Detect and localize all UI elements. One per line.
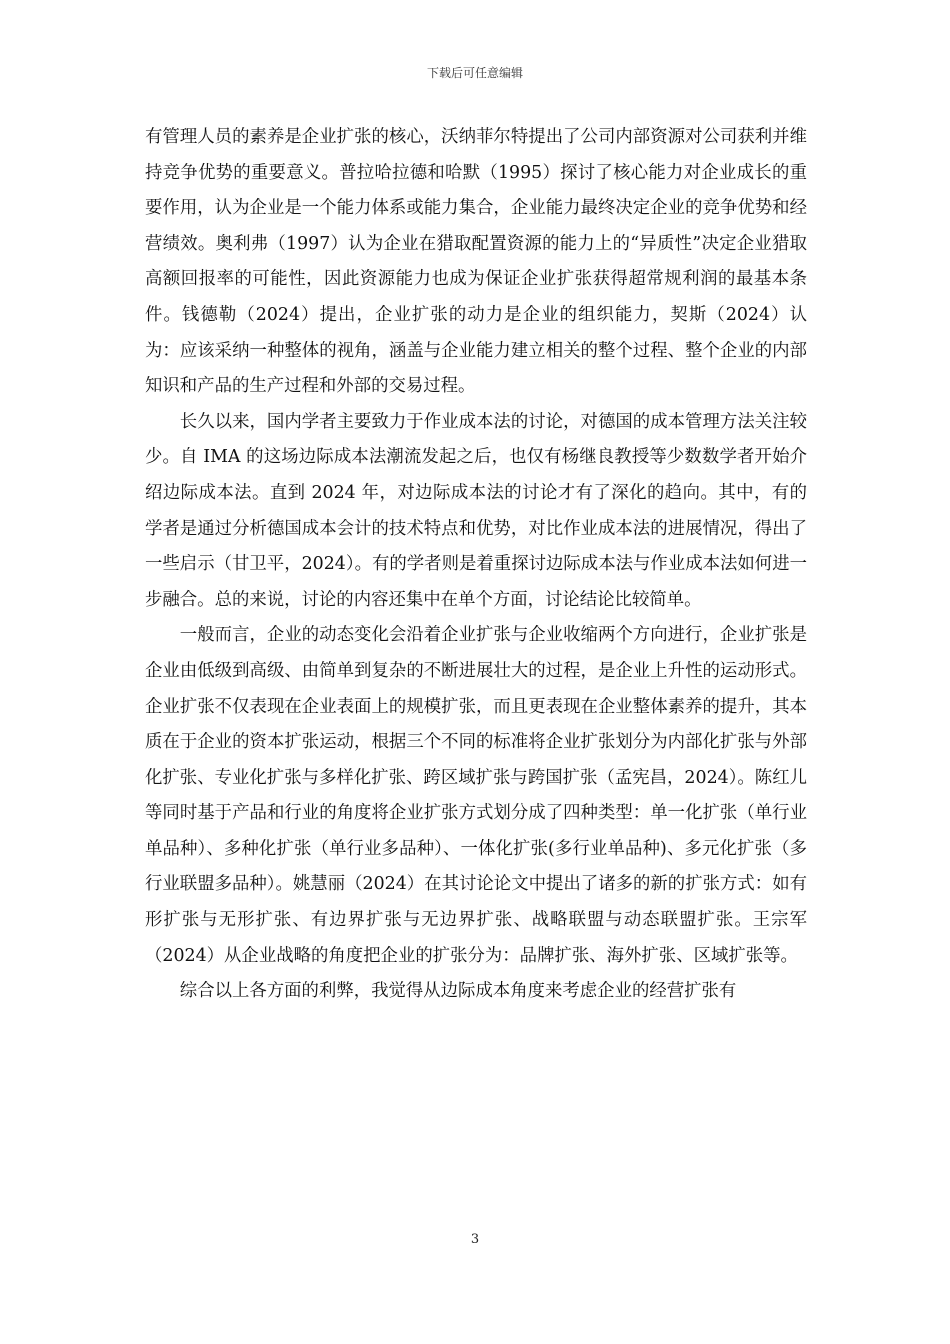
page-number: 3 bbox=[470, 1232, 480, 1247]
page-header: 下载后可任意编辑 bbox=[426, 66, 523, 80]
paragraph-4: 综合以上各方面的利弊，我觉得从边际成本角度来考虑企业的经营扩张有 bbox=[179, 981, 737, 1002]
paragraph-1: 有管理人员的素养是企业扩张的核心，沃纳菲尔特提出了公司内部资源对公司获利并维持竞争优势的重要意义。普拉哈拉德和哈默（1995）探讨了核心能力对企业成长的重要作用，认为企业是一个能力体系或能力集合，企业能力最终决定企业的竞争优势和经营绩效。奥利弗（1997）认为企业在猎取配置资源的能力上的“异质性”决定企业猎取高额回报率的可能性，因此资源能力也成为保证企业扩张获得超常规利润的最基本条件。钱德勒（2024）提出，企业扩张的动力是企业的组织能力，契斯（2024）认为：应该采纳一种整体的视角，涵盖与企业能力建立相关的整个过程、整个企业的内部知识和产品的生产过程和外部的交易过程。 bbox=[145, 127, 807, 397]
paragraph-2: 长久以来，国内学者主要致力于作业成本法的讨论，对德国的成本管理方法关注较少。自 IMA 的这场边际成本法潮流发起之后，也仅有杨继良教授等少数数学者开始介绍边际成本法。直到 2024 年，对边际成本法的讨论才有了深化的趋向。其中，有的学者是通过分析德国成本会计的技术特点和优势，对比作业成本法的进展情况，得出了一些启示（甘卫平，2024）。有的学者则是着重探讨边际成本法与作业成本法如何进一步融合。总的来说，讨论的内容还集中在单个方面，讨论结论比较简单。 bbox=[145, 411, 807, 610]
paragraph-3: 一般而言，企业的动态变化会沿着企业扩张与企业收缩两个方向进行，企业扩张是企业由低级到高级、由简单到复杂的不断进展壮大的过程，是企业上升性的运动形式。企业扩张不仅表现在企业表面上的规模扩张，而且更表现在企业整体素养的提升，其本质在于企业的资本扩张运动，根据三个不同的标准将企业扩张划分为内部化扩张与外部化扩张、专业化扩张与多样化扩张、跨区域扩张与跨国扩张（孟宪昌，2024）。陈红儿等同时基于产品和行业的角度将企业扩张方式划分成了四种类型：单一化扩张（单行业单品种）、多种化扩张（单行业多品种）、一体化扩张(多行业单品种)、多元化扩张（多行业联盟多品种）。姚慧丽（2024）在其讨论论文中提出了诸多的新的扩张方式：如有形扩张与无形扩张、有边界扩张与无边界扩张、战略联盟与动态联盟扩张。王宗军（2024）从企业战略的角度把企业的扩张分为：品牌扩张、海外扩张、区域扩张等。 bbox=[145, 625, 807, 966]
document-body bbox=[145, 120, 807, 1010]
